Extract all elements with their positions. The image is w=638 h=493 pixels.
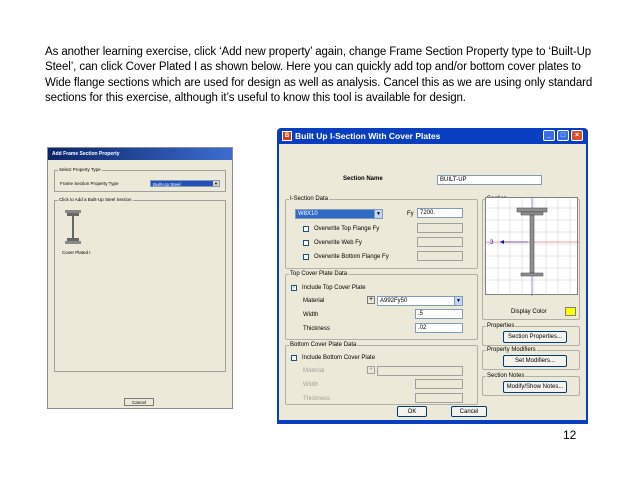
group-legend: Click to Add a Built-Up Steel Section xyxy=(59,197,132,202)
group-legend: Select Property Type xyxy=(59,167,101,172)
bottom-material-label: Material xyxy=(303,368,325,374)
bottom-material-select[interactable] xyxy=(377,366,463,376)
include-top-cover-plate-checkbox[interactable]: ✓ xyxy=(292,285,297,291)
overwrite-top-flange-label: Overwrite Top Flange Fy xyxy=(314,226,380,232)
dialog-title: Built Up I-Section With Cover Plates xyxy=(295,131,441,141)
section-name-label: Section Name xyxy=(343,176,383,182)
bottom-width-label: Width xyxy=(303,382,319,388)
group-legend: Top Cover Plate Data xyxy=(290,271,348,277)
property-type-value: Built-Up Steel xyxy=(153,182,181,187)
top-width-input[interactable]: .5 xyxy=(415,309,463,319)
include-top-cover-plate-label: Include Top Cover Plate xyxy=(302,285,366,291)
overwrite-top-flange-checkbox[interactable] xyxy=(303,226,309,232)
maximize-icon[interactable]: □ xyxy=(557,130,569,141)
page-number: 12 xyxy=(563,428,577,442)
include-bottom-cover-plate-label: Include Bottom Cover Plate xyxy=(302,355,376,361)
top-thickness-input[interactable]: .02 xyxy=(415,323,463,333)
top-flange-fy-input[interactable] xyxy=(417,223,463,233)
section-drawing xyxy=(486,198,579,296)
include-bottom-cover-plate-checkbox[interactable] xyxy=(291,355,297,361)
cover-plated-i-label: Cover Plated I xyxy=(62,250,91,255)
modify-show-notes-button[interactable]: Modify/Show Notes... xyxy=(503,381,567,393)
cover-plate-dialog xyxy=(277,128,588,424)
top-width-label: Width xyxy=(303,312,319,318)
cancel-button[interactable]: Cancel xyxy=(124,398,154,406)
bottom-width-input[interactable] xyxy=(415,379,463,389)
bottom-thickness-input[interactable] xyxy=(415,393,463,403)
minimize-icon[interactable]: _ xyxy=(543,130,555,141)
top-material-value: A992Fy50 xyxy=(380,298,408,304)
property-type-select[interactable] xyxy=(150,180,220,187)
section-properties-button[interactable]: Section Properties... xyxy=(503,331,567,343)
bottom-flange-fy-input[interactable] xyxy=(417,251,463,261)
top-material-label: Material xyxy=(303,298,325,304)
group-legend: I-Section Data xyxy=(290,196,329,202)
dialog-body xyxy=(279,144,586,420)
overwrite-web-checkbox[interactable] xyxy=(303,240,309,246)
fy-label: Fy xyxy=(407,211,414,217)
set-modifiers-button[interactable]: Set Modifiers... xyxy=(503,355,567,367)
group-legend: Section Notes xyxy=(487,373,525,379)
display-color-swatch[interactable] xyxy=(565,307,576,316)
overwrite-web-label: Overwrite Web Fy xyxy=(314,240,362,246)
fy-input[interactable]: 7200. xyxy=(417,208,463,218)
chevron-down-icon[interactable]: ▼ xyxy=(454,297,462,305)
top-material-select[interactable] xyxy=(377,296,463,306)
i-section-value: W8X10 xyxy=(298,211,318,217)
chevron-down-icon[interactable]: ▼ xyxy=(214,181,218,186)
group-legend: Property Modifiers xyxy=(487,347,536,353)
title-bar xyxy=(279,128,586,144)
section-name-input[interactable]: BUILT-UP xyxy=(437,175,542,185)
top-thickness-label: Thickness xyxy=(303,326,331,332)
axis-3-label: 3 xyxy=(490,240,494,246)
i-beam-icon[interactable] xyxy=(62,208,84,248)
bottom-thickness-label: Thickness xyxy=(303,396,331,402)
overwrite-bottom-flange-label: Overwrite Bottom Flange Fy xyxy=(314,254,389,260)
web-fy-input[interactable] xyxy=(417,237,463,247)
group-legend: Bottom Cover Plate Data xyxy=(290,342,357,348)
section-preview xyxy=(485,197,578,295)
property-type-label: Frame Section Property Type xyxy=(60,181,119,186)
display-color-label: Display Color xyxy=(511,309,547,315)
i-section-select[interactable] xyxy=(295,209,383,219)
top-material-add-button[interactable]: + xyxy=(368,296,374,303)
dialog-title: Add Frame Section Property xyxy=(48,148,232,160)
group-legend: Properties xyxy=(487,323,515,329)
app-icon: B xyxy=(282,131,292,141)
add-frame-section-dialog xyxy=(47,147,233,409)
chevron-down-icon[interactable]: ▼ xyxy=(374,210,382,218)
overwrite-bottom-flange-checkbox[interactable] xyxy=(303,254,309,260)
bottom-material-add-button[interactable]: + xyxy=(368,366,374,373)
cover-plated-i-tile[interactable] xyxy=(62,208,84,248)
cancel-button[interactable]: Cancel xyxy=(451,406,487,417)
close-icon[interactable]: × xyxy=(571,130,583,141)
instruction-paragraph: As another learning exercise, click ‘Add new property’ again, change Frame Section Property type to ‘Built-Up Steel’, can click Cover Plated I as shown below. Here you can quickly add top and/or bottom cover plates to Wide flange sections which are used for design as well as analysis. Cancel this as we are using only standard sections for this exercise, although it’s useful to know this tool is available for design. xyxy=(45,46,593,105)
ok-button[interactable]: OK xyxy=(397,406,427,417)
